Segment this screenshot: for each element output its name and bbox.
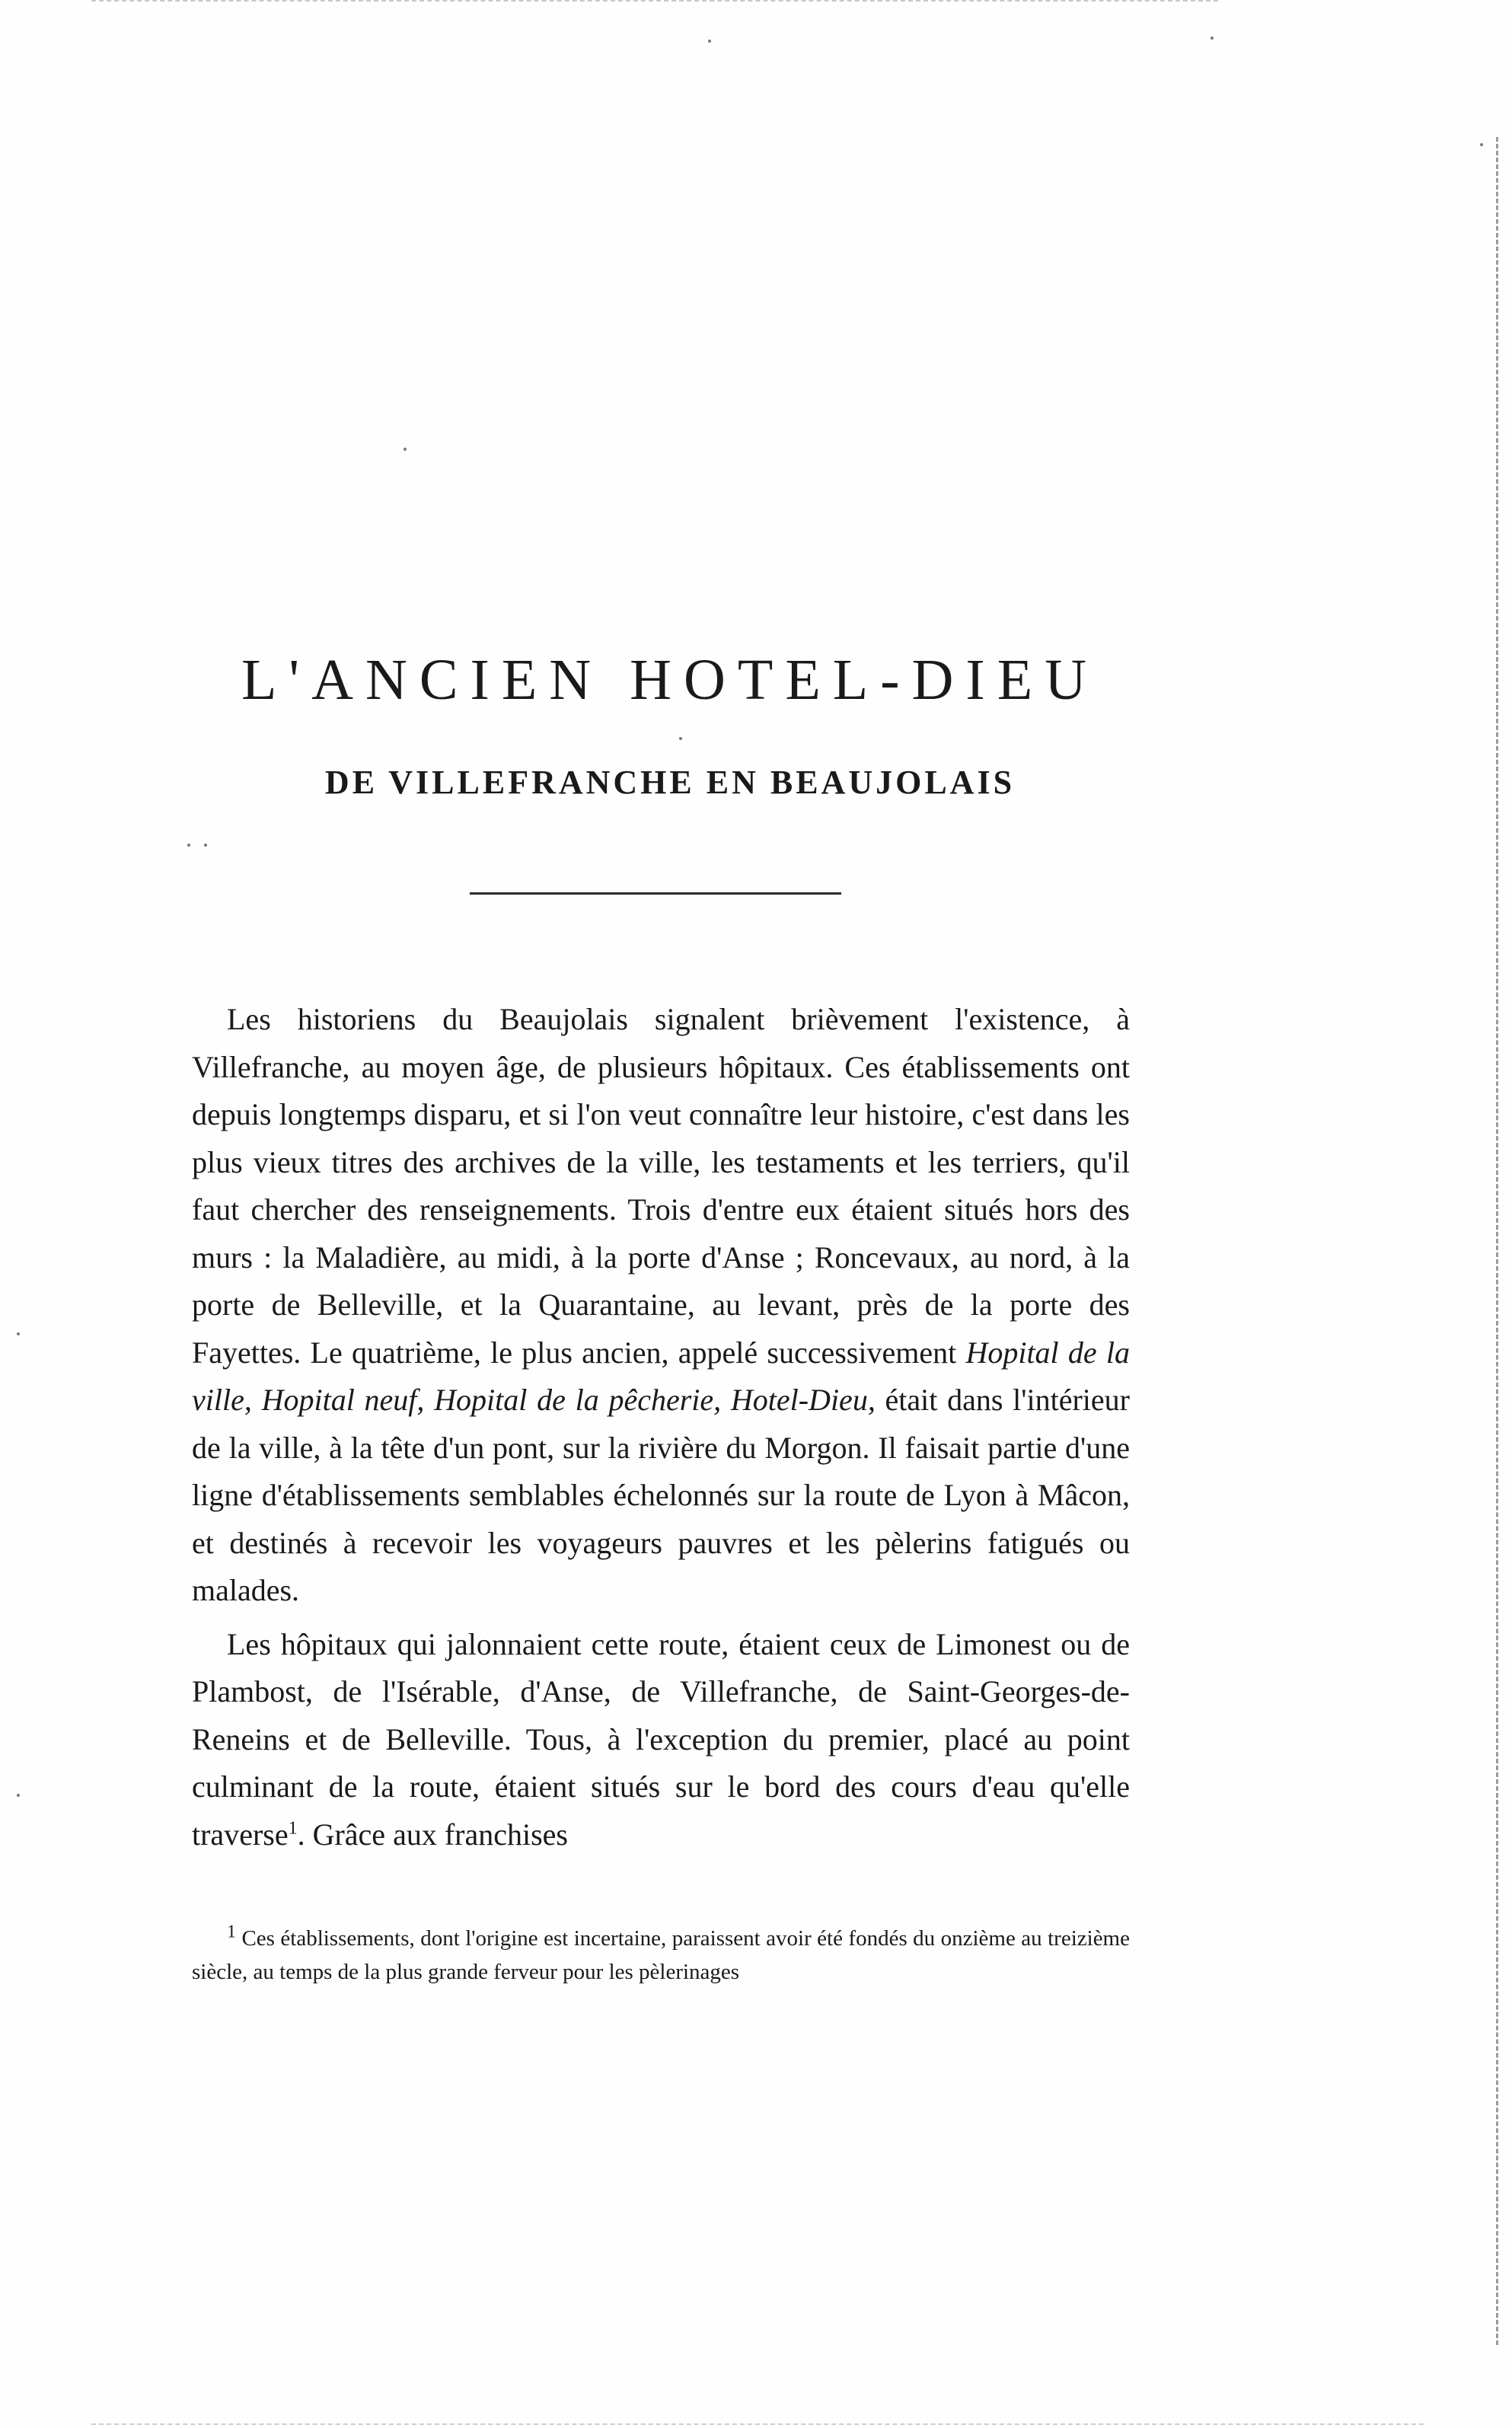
italic-hospital-names: Hopital de la ville, Hopital neuf, Hopital de la pêcherie, Hotel-Dieu, — [192, 1335, 1131, 1417]
scan-bottom-edge — [91, 2423, 1424, 2425]
scan-speck — [1211, 37, 1214, 40]
scan-speck — [1480, 143, 1483, 146]
scan-speck — [17, 1794, 20, 1797]
paragraph-text: Les hôpitaux qui jalonnaient cette route, étaient ceux de Limonest ou de Plambost, de l'Isérable, d'Anse, de Villefranche, de Saint-Georges-de-Reneins et de Belleville. Tous, à l'exception du premier, placé au point culminant de la route, étaient situés sur le bord des cours d'eau qu'elle traverse — [192, 1626, 1130, 1852]
paragraph-text: . Grâce aux franchises — [297, 1817, 568, 1852]
page-subtitle: DE VILLEFRANCHE EN BEAUJOLAIS — [324, 764, 1016, 801]
body-text — [192, 996, 1130, 1858]
scan-speck — [708, 40, 711, 43]
scan-speck — [204, 844, 207, 847]
scan-top-edge — [91, 0, 1218, 2]
scan-speck — [404, 448, 407, 451]
footnote-reference: 1 — [288, 1818, 298, 1839]
scan-speck — [679, 737, 682, 740]
scan-right-edge — [1496, 137, 1498, 2345]
paragraph-text: était dans l'intérieur de la ville, à la tête d'un pont, sur la rivière du Morgon. Il faisait partie d'une ligne d'établissements semblables échelonnés sur la route de Lyon à Mâcon, et destinés à recevoir les voyageurs pauvres et les pèlerins fatigués ou malades. — [192, 1383, 1130, 1607]
paragraph-text: Les historiens du Beaujolais signalent brièvement l'existence, à Villefranche, au moyen âge, de plusieurs hôpitaux. Ces établissements ont depuis longtemps disparu, et si l'on veut connaître leur histoire, c'est dans les plus vieux titres des archives de la ville, les testaments et les terriers, qu'il faut chercher des renseignements. Trois d'entre eux étaient situés hors des murs : la Maladière, au midi, à la porte d'Anse ; Roncevaux, au nord, à la porte de Belleville, et la Quarantaine, au levant, près de la porte des Fayettes. Le quatrième, le plus ancien, appelé successivement — [192, 1002, 1130, 1370]
footnote-text: Ces établissements, dont l'origine est incertaine, paraissent avoir été fondés du onzième au treizième siècle, au temps de la plus grande ferveur pour les pèlerinages — [192, 1926, 1130, 1984]
page-title: L'ANCIEN HOTEL-DIEU — [241, 648, 1099, 712]
scan-speck — [187, 844, 190, 847]
title-separator-rule — [470, 892, 841, 895]
scan-speck — [17, 1332, 20, 1335]
footnote — [192, 1922, 1130, 1989]
paragraph — [192, 1621, 1130, 1859]
paragraph — [192, 996, 1130, 1615]
footnote-marker: 1 — [227, 1922, 236, 1942]
